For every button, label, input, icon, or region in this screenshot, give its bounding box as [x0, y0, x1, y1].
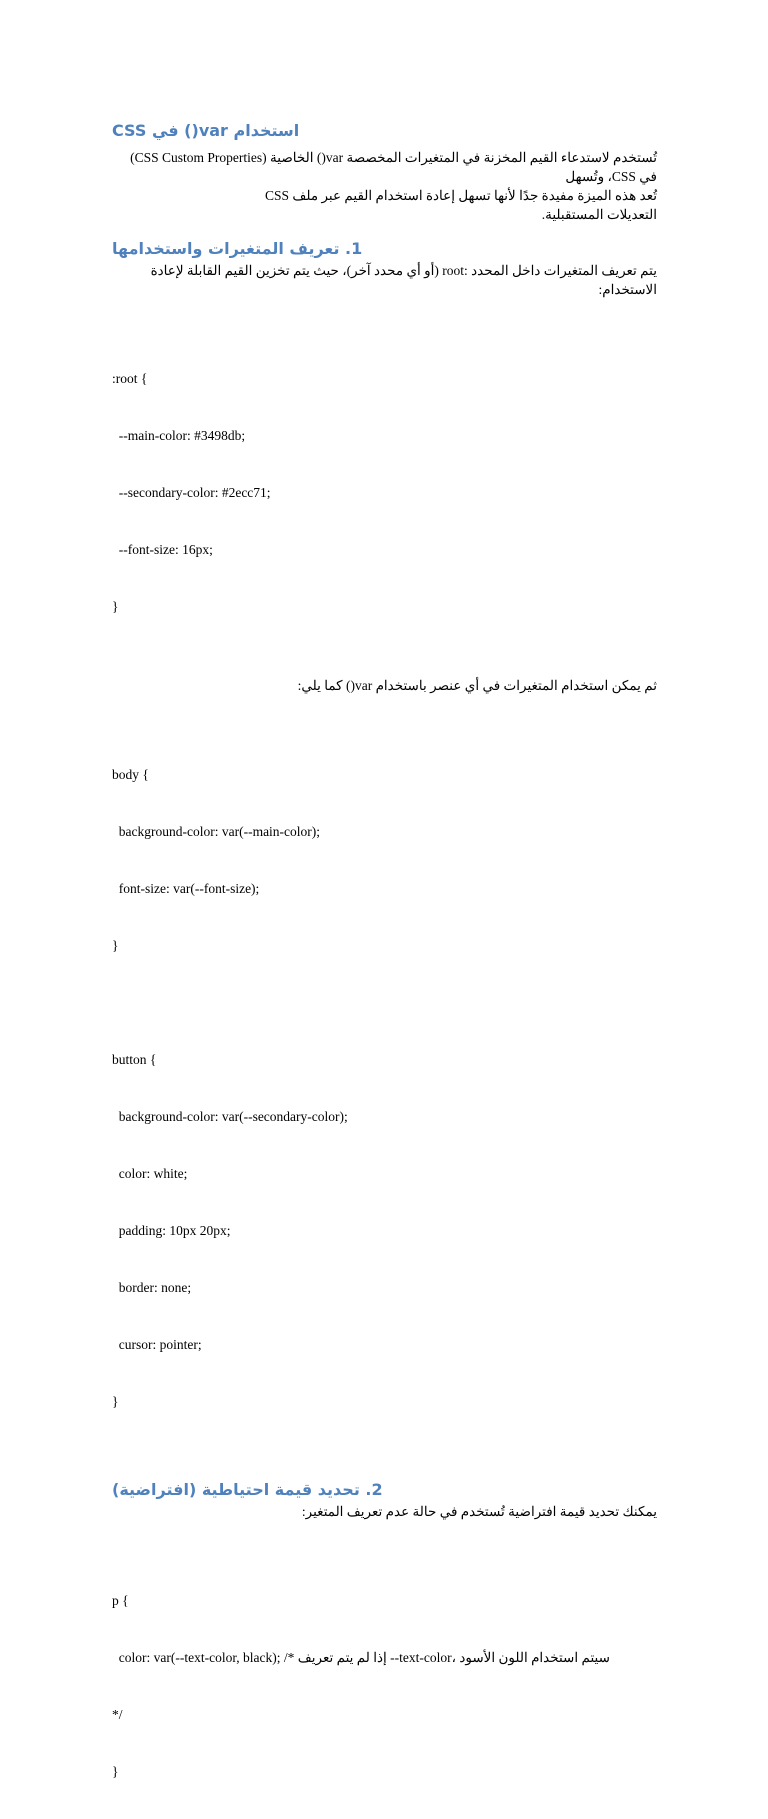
section-1-line-2: الاستخدام:	[598, 282, 657, 297]
code-block-root-variables	[112, 331, 657, 654]
code-line: button {	[112, 1052, 157, 1067]
code-line: cursor: pointer;	[112, 1337, 202, 1352]
code-line: --font-size: 16px;	[112, 542, 213, 557]
code-line	[112, 993, 657, 1012]
code-line: color: white;	[112, 1166, 188, 1181]
code-line: border: none;	[112, 1280, 192, 1295]
code-block-fallback	[112, 1553, 657, 1819]
code-line: background-color: var(--secondary-color);	[112, 1109, 348, 1124]
code-block-usage	[112, 727, 657, 1449]
intro-line-1: تُستخدم لاستدعاء القيم المخزنة في المتغيرات المخصصة var() الخاصية (CSS Custom Properties) في CSS، وتُسهل	[126, 150, 657, 184]
section-1-line-1: يتم تعريف المتغيرات داخل المحدد :root (أو أي محدد آخر)، حيث يتم تخزين القيم القابلة لإعادة	[150, 263, 657, 278]
section-2-heading: 2. تحديد قيمة احتياطية (افتراضية)	[112, 1480, 383, 1499]
document-title: استخدام var() في CSS	[112, 121, 300, 140]
code-line: color: var(--text-color, black); /* إذا لم يتم تعريف --text-color، سيتم استخدام اللون الأسود	[112, 1650, 610, 1665]
code-line: padding: 10px 20px;	[112, 1223, 231, 1238]
code-line: */	[112, 1707, 123, 1722]
section-2-line-1: يمكنك تحديد قيمة افتراضية تُستخدم في حالة عدم تعريف المتغير:	[301, 1504, 657, 1519]
intro-line-3: التعديلات المستقبلية.	[541, 207, 657, 222]
code-line: :root {	[112, 371, 148, 386]
code-line: }	[112, 1764, 119, 1779]
code-line: p {	[112, 1593, 129, 1608]
code-line: }	[112, 938, 119, 953]
section-1-heading: 1. تعريف المتغيرات واستخدامها	[112, 239, 363, 258]
usage-paragraph: ثم يمكن استخدام المتغيرات في أي عنصر باستخدام var() كما يلي:	[297, 678, 657, 693]
intro-line-2: تُعد هذه الميزة مفيدة جدًا لأنها تسهل إعادة استخدام القيم عبر ملف CSS	[265, 188, 657, 203]
code-line: --secondary-color: #2ecc71;	[112, 485, 271, 500]
code-line: }	[112, 599, 119, 614]
code-line: body {	[112, 767, 149, 782]
code-line: }	[112, 1394, 119, 1409]
code-line: background-color: var(--main-color);	[112, 824, 321, 839]
code-line: font-size: var(--font-size);	[112, 881, 260, 896]
code-line: --main-color: #3498db;	[112, 428, 246, 443]
document-page	[112, 120, 657, 1819]
